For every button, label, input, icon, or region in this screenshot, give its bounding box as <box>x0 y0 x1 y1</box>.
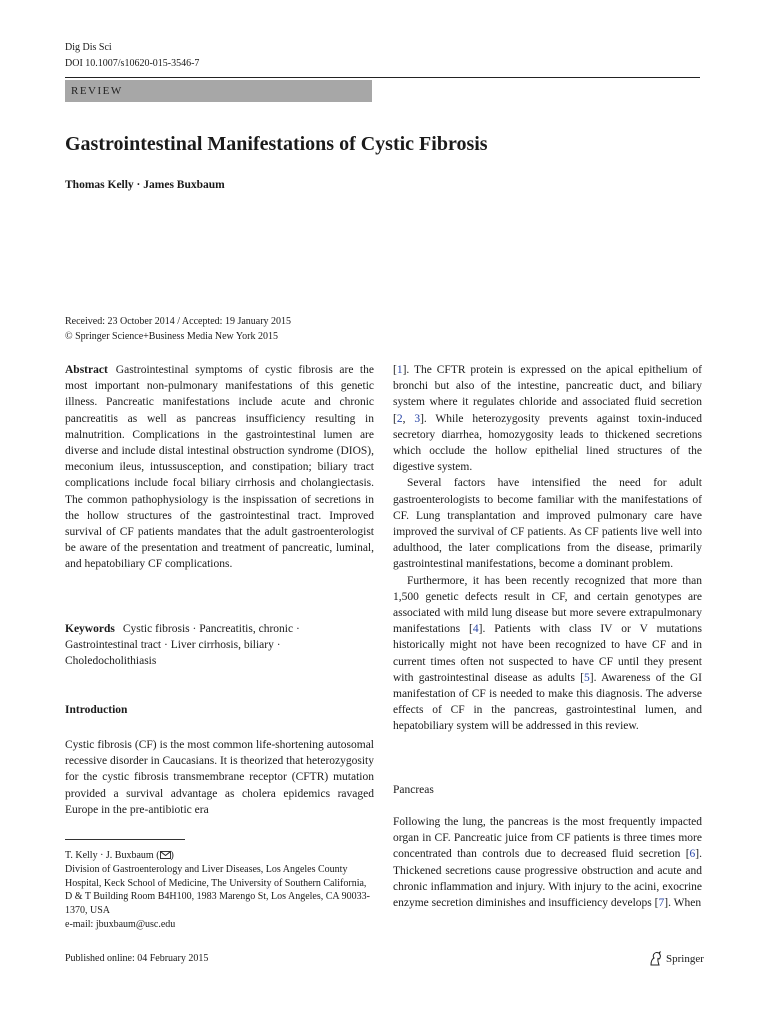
article-title: Gastrointestinal Manifestations of Cystic Fibrosis <box>65 133 488 155</box>
header-rule <box>65 77 700 78</box>
keywords-text: Cystic fibrosis · Pancreatitis, chronic · Gastrointestinal tract · Liver cirrhosis, biliary · Choledocholithiasis <box>65 623 300 668</box>
abstract-text: Gastrointestinal symptoms of cystic fibrosis are the most important non-pulmonary manifestations of this genetic illness. Pancreatic manifestations include acute and chronic pancreatitis as well as pancreas insufficiency resulting in malnutrition. Complications in the gastrointestinal lumen are diverse and include distal intestinal obstruction syndrome (DIOS), meconium ileus, intussusception, and constipation; biliary tract complications include focal biliary cirrhosis and cholangiectasis. The common pathophysiology is the inspissation of secretions in the hollow structures of the gastrointestinal tract. Improved survival of CF patients mandates that the adult gastroenterologist be aware of the presentation and treatment of pancreatic, luminal, and hepatobiliary CF complications. <box>65 364 374 571</box>
citation-link[interactable]: 3 <box>414 412 421 425</box>
pancreas-heading: Pancreas <box>393 784 434 796</box>
journal-name: Dig Dis Sci <box>65 42 112 53</box>
footnote-rule <box>65 839 185 840</box>
abstract-heading: Abstract <box>65 364 108 376</box>
paragraph: [1]. The CFTR protein is expressed on the apical epithelium of bronchi but also of the intestine, pancreatic duct, and biliary system where it regulates chloride and associated fluid secretion [2, 3]. While heterozygosity prevents against toxin-induced secretory diarrhea, homozygosity leads to thickened secretions which occlude the hollow epithelial lined structures of the digestive system. <box>393 364 702 474</box>
published-date: Published online: 04 February 2015 <box>65 953 209 964</box>
received-accepted: Received: 23 October 2014 / Accepted: 19 January 2015 <box>65 316 292 327</box>
citation-link[interactable]: 5 <box>584 671 590 684</box>
doi[interactable]: DOI 10.1007/s10620-015-3546-7 <box>65 58 200 69</box>
citation-link[interactable]: 2 <box>396 412 403 425</box>
article-dates <box>65 314 291 344</box>
citation-link[interactable]: 6 <box>689 848 696 861</box>
keywords <box>65 621 374 670</box>
introduction-paragraph <box>65 737 374 818</box>
publisher-logo <box>648 951 704 966</box>
envelope-icon <box>160 851 171 859</box>
publisher-name: Springer <box>666 952 704 965</box>
section-label: REVIEW <box>65 80 372 102</box>
author-list: Thomas Kelly · James Buxbaum <box>65 179 225 191</box>
paragraph: Furthermore, it has been recently recognized that more than 1,500 genetic defects result in CF, and certain genotypes are associated with mild lung disease but more severe extrapulmonary manifestations [4]. Patients with class IV or V mutations historically might not have been recognized to have CF and in current times often not suspected to have CF until they present with gastrointestinal disease as adults [5]. Awareness of the GI manifestation of CF is needed to make this diagnosis. The adverse effects of CF in the pancreas, gastrointestinal lumen, and hepatobiliary system will be addressed in this review. <box>393 574 702 733</box>
pancreas-paragraph <box>393 814 702 911</box>
springer-horse-icon <box>648 951 662 966</box>
citation-link[interactable]: 4 <box>472 623 479 636</box>
footnote-authors: T. Kelly · J. Buxbaum ( ) <box>65 850 174 861</box>
author-footnote <box>65 849 375 932</box>
paragraph: Several factors have intensified the need for adult gastroenterologists to become familiar with the manifestations of CF. Lung transplantation and improved pulmonary care have improved the survival of CF patients. As CF patients live well into adulthood, the later complications from the disease, primarily gastrointestinal manifestations, become a dominant problem. <box>393 477 702 571</box>
intro-text: Cystic fibrosis (CF) is the most common life-shortening autosomal recessive disorder in Caucasians. It is theorized that heterozygosity for the cystic fibrosis transmembrane receptor (CFTR) mutation provided a survival advantage as cholera epidemics ravaged Europe in the pre-antibiotic era <box>65 739 374 816</box>
footnote-affiliation: Division of Gastroenterology and Liver Diseases, Los Angeles County Hospital, Keck School of Medicine, The University of Southern California, D & T Building Room B4H100, 1983 Marengo St, Los Angeles, CA 90033-1370, USA <box>65 863 370 917</box>
copyright: © Springer Science+Business Media New York 2015 <box>65 331 278 342</box>
abstract <box>65 362 374 573</box>
citation-link[interactable]: 1 <box>396 364 403 376</box>
introduction-heading: Introduction <box>65 704 128 716</box>
paragraph: Following the lung, the pancreas is the most frequently impacted organ in CF. Pancreatic juice from CF patients is three times more concentrated than controls due to decreased fluid secretion [6]. Thickened secretions cause progressive obstruction and acute and chronic inflammation and injury. With injury to the acini, exocrine enzyme secretion diminishes and insufficiency develops [7]. When <box>393 816 702 910</box>
body-right-column <box>393 362 702 735</box>
citation-link[interactable]: 7 <box>658 897 665 910</box>
journal-header <box>65 40 199 72</box>
footnote-email[interactable]: e-mail: jbuxbaum@usc.edu <box>65 918 176 930</box>
keywords-heading: Keywords <box>65 623 115 635</box>
